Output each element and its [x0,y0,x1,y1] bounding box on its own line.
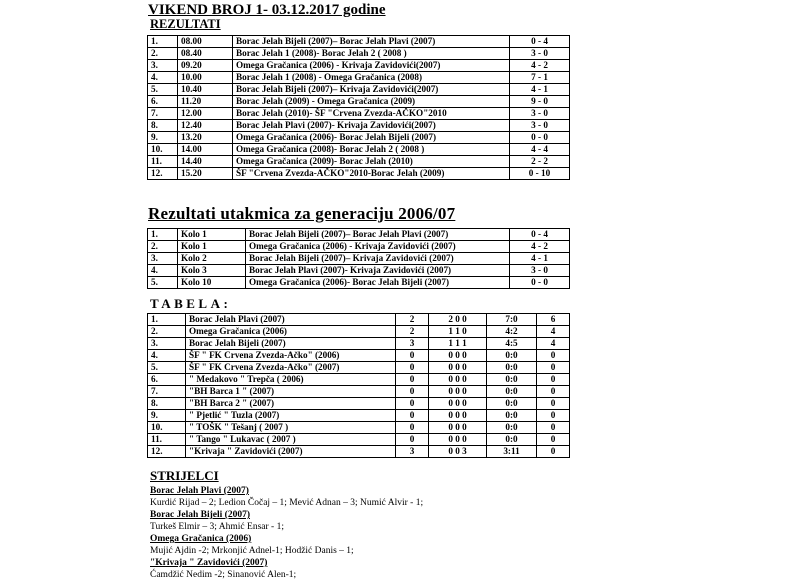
cell-team: " Tango " Lukavac ( 2007 ) [186,434,396,446]
cell-goals: 0:0 [487,422,537,434]
cell-team: Borac Jelah Plavi (2007) [186,314,396,326]
scorer-team: Borac Jelah Bijeli (2007) [150,510,250,520]
cell-score: 2 - 2 [510,156,570,168]
table-row [148,96,570,108]
page-title: VIKEND BROJ 1- 03.12.2017 godine [148,2,386,18]
cell-wdl: 1 1 0 [429,326,487,338]
cell-played: 0 [396,422,429,434]
cell-time: 08.40 [178,48,233,60]
cell-goals: 4:2 [487,326,537,338]
cell-played: 3 [396,446,429,458]
scorer-players: Mujić Ajdin -2; Mrkonjić Adnel-1; Hodžić Danis – 1; [150,546,354,556]
cell-time: 14.40 [178,156,233,168]
cell-wdl: 0 0 0 [429,350,487,362]
cell-team: " TOŠK " Tešanj ( 2007 ) [186,422,396,434]
cell-time: 12.40 [178,120,233,132]
cell-time: 09.20 [178,60,233,72]
cell-points: 0 [537,386,570,398]
scorer-players: Kurdić Rijad – 2; Ledion Čočaj – 1; Mević Adnan – 3; Numić Alvir - 1; [150,498,424,508]
cell-match: Borac Jelah (2010)- ŠF "Crvena Zvezda-AČKO"2010 [233,108,510,120]
cell-no: 10. [148,144,178,156]
table-row [148,72,570,84]
cell-no: 4. [148,350,186,362]
cell-played: 3 [396,338,429,350]
table-row [148,446,570,458]
cell-round: Kolo 2 [178,253,246,265]
table-row [148,84,570,96]
cell-played: 0 [396,362,429,374]
scorer-players: Turkeš Elmir – 3; Ahmić Ensar - 1; [150,522,284,532]
cell-no: 11. [148,156,178,168]
cell-points: 0 [537,446,570,458]
cell-no: 12. [148,168,178,180]
cell-no: 4. [148,72,178,84]
cell-match: Borac Jelah Bijeli (2007)– Krivaja Zavidovići(2007) [233,84,510,96]
cell-round: Kolo 1 [178,229,246,241]
table-row [148,338,570,350]
results-heading: REZULTATI [150,17,221,31]
cell-team: Borac Jelah Bijeli (2007) [186,338,396,350]
cell-score: 0 - 0 [510,132,570,144]
cell-score: 4 - 2 [510,60,570,72]
cell-wdl: 0 0 0 [429,422,487,434]
cell-no: 10. [148,422,186,434]
results-table [147,35,570,180]
cell-wdl: 0 0 0 [429,386,487,398]
cell-score: 7 - 1 [510,72,570,84]
cell-time: 10.00 [178,72,233,84]
cell-no: 2. [148,326,186,338]
cell-played: 0 [396,398,429,410]
cell-match: Borac Jelah Bijeli (2007)– Borac Jelah Plavi (2007) [246,229,510,241]
cell-goals: 0:0 [487,386,537,398]
table-row [148,350,570,362]
cell-no: 8. [148,398,186,410]
cell-no: 3. [148,338,186,350]
scorers-list [150,485,790,581]
table-row [148,48,570,60]
cell-points: 0 [537,398,570,410]
cell-no: 9. [148,410,186,422]
cell-no: 11. [148,434,186,446]
table-row [148,265,570,277]
cell-wdl: 0 0 3 [429,446,487,458]
cell-played: 0 [396,434,429,446]
cell-time: 12.00 [178,108,233,120]
cell-match: Omega Gračanica (2006)- Borac Jelah Bijeli (2007) [233,132,510,144]
table-heading: TABELA: [150,296,232,311]
cell-no: 7. [148,108,178,120]
cell-match: Borac Jelah 1 (2008)- Borac Jelah 2 ( 2008 ) [233,48,510,60]
cell-time: 11.20 [178,96,233,108]
table-row [148,156,570,168]
table-row [148,398,570,410]
cell-team: ŠF " FK Crvena Zvezda-Ačko" (2006) [186,350,396,362]
cell-team: " Medakovo " Trepča ( 2006) [186,374,396,386]
cell-no: 1. [148,36,178,48]
table-row [148,108,570,120]
cell-match: Borac Jelah Plavi (2007)- Krivaja Zavidovići(2007) [233,120,510,132]
cell-score: 3 - 0 [510,108,570,120]
cell-score: 0 - 4 [510,36,570,48]
scorer-team: Omega Gračanica (2006) [150,534,252,544]
cell-score: 4 - 1 [510,253,570,265]
cell-time: 15.20 [178,168,233,180]
cell-wdl: 2 0 0 [429,314,487,326]
cell-match: Omega Gračanica (2006)- Borac Jelah Bijeli (2007) [246,277,510,289]
cell-match: Borac Jelah Bijeli (2007)– Borac Jelah Plavi (2007) [233,36,510,48]
cell-match: ŠF "Crvena Zvezda-AČKO"2010-Borac Jelah (2009) [233,168,510,180]
cell-score: 3 - 0 [510,48,570,60]
cell-wdl: 0 0 0 [429,434,487,446]
table-row [148,326,570,338]
cell-wdl: 0 0 0 [429,374,487,386]
generation-results-table [147,228,570,289]
cell-score: 4 - 4 [510,144,570,156]
cell-wdl: 1 1 1 [429,338,487,350]
cell-team: " Pjetlić " Tuzla (2007) [186,410,396,422]
cell-no: 1. [148,314,186,326]
cell-time: 13.20 [178,132,233,144]
cell-points: 0 [537,422,570,434]
standings-table [147,313,570,458]
cell-no: 7. [148,386,186,398]
cell-no: 6. [148,374,186,386]
cell-no: 2. [148,241,178,253]
cell-no: 3. [148,253,178,265]
cell-played: 0 [396,386,429,398]
cell-wdl: 0 0 0 [429,410,487,422]
cell-score: 0 - 4 [510,229,570,241]
cell-match: Borac Jelah Plavi (2007)- Krivaja Zavidovići (2007) [246,265,510,277]
cell-played: 0 [396,350,429,362]
cell-no: 12. [148,446,186,458]
cell-points: 4 [537,338,570,350]
scorers-heading: STRIJELCI [150,468,219,483]
cell-match: Borac Jelah Bijeli (2007)– Krivaja Zavidovići (2007) [246,253,510,265]
table-row [148,410,570,422]
table-row [148,362,570,374]
cell-goals: 0:0 [487,362,537,374]
table-row [148,144,570,156]
cell-no: 8. [148,120,178,132]
cell-points: 0 [537,374,570,386]
cell-score: 4 - 1 [510,84,570,96]
table-row [148,422,570,434]
cell-points: 0 [537,350,570,362]
table-row [148,60,570,72]
cell-points: 0 [537,434,570,446]
cell-match: Omega Gračanica (2008)- Borac Jelah 2 ( 2008 ) [233,144,510,156]
cell-no: 3. [148,60,178,72]
cell-no: 9. [148,132,178,144]
table-row [148,120,570,132]
cell-played: 2 [396,314,429,326]
cell-score: 9 - 0 [510,96,570,108]
cell-team: "BH Barca 1 " (2007) [186,386,396,398]
cell-wdl: 0 0 0 [429,398,487,410]
cell-points: 0 [537,410,570,422]
table-row [148,132,570,144]
cell-points: 0 [537,362,570,374]
cell-time: 08.00 [178,36,233,48]
cell-match: Borac Jelah (2009) - Omega Gračanica (2009) [233,96,510,108]
cell-no: 2. [148,48,178,60]
cell-match: Omega Gračanica (2006) - Krivaja Zavidovići(2007) [233,60,510,72]
table-row [148,168,570,180]
table-row [148,241,570,253]
table-row [148,314,570,326]
table-row [148,277,570,289]
cell-score: 0 - 10 [510,168,570,180]
table-row [148,229,570,241]
cell-played: 0 [396,410,429,422]
cell-team: "BH Barca 2 " (2007) [186,398,396,410]
cell-goals: 0:0 [487,350,537,362]
table-row [148,374,570,386]
cell-match: Borac Jelah 1 (2008) - Omega Gračanica (2008) [233,72,510,84]
cell-round: Kolo 1 [178,241,246,253]
cell-no: 5. [148,84,178,96]
cell-played: 0 [396,374,429,386]
cell-no: 4. [148,265,178,277]
cell-no: 5. [148,362,186,374]
cell-score: 3 - 0 [510,120,570,132]
generation-heading: Rezultati utakmica za generaciju 2006/07 [148,204,456,223]
cell-score: 3 - 0 [510,265,570,277]
cell-round: Kolo 3 [178,265,246,277]
cell-time: 14.00 [178,144,233,156]
cell-round: Kolo 10 [178,277,246,289]
cell-goals: 0:0 [487,434,537,446]
table-row [148,386,570,398]
cell-score: 0 - 0 [510,277,570,289]
cell-no: 1. [148,229,178,241]
scorer-team: Borac Jelah Plavi (2007) [150,486,249,496]
cell-no: 6. [148,96,178,108]
cell-wdl: 0 0 0 [429,362,487,374]
cell-played: 2 [396,326,429,338]
table-row [148,434,570,446]
cell-team: ŠF " FK Crvena Zvezda-Ačko" (2007) [186,362,396,374]
cell-team: "Krivaja " Zavidovići (2007) [186,446,396,458]
table-row [148,253,570,265]
cell-goals: 3:11 [487,446,537,458]
cell-match: Omega Gračanica (2006) - Krivaja Zavidovići (2007) [246,241,510,253]
scorer-players: Ćamdžić Nedim -2; Sinanović Alen-1; [150,570,297,580]
table-row [148,36,570,48]
cell-time: 10.40 [178,84,233,96]
cell-goals: 0:0 [487,410,537,422]
cell-goals: 7:0 [487,314,537,326]
cell-goals: 0:0 [487,374,537,386]
cell-team: Omega Gračanica (2006) [186,326,396,338]
cell-goals: 0:0 [487,398,537,410]
cell-points: 4 [537,326,570,338]
cell-score: 4 - 2 [510,241,570,253]
scorer-team: "Krivaja " Zavidovići (2007) [150,558,268,568]
cell-no: 5. [148,277,178,289]
cell-points: 6 [537,314,570,326]
cell-goals: 4:5 [487,338,537,350]
cell-match: Omega Gračanica (2009)- Borac Jelah (2010) [233,156,510,168]
